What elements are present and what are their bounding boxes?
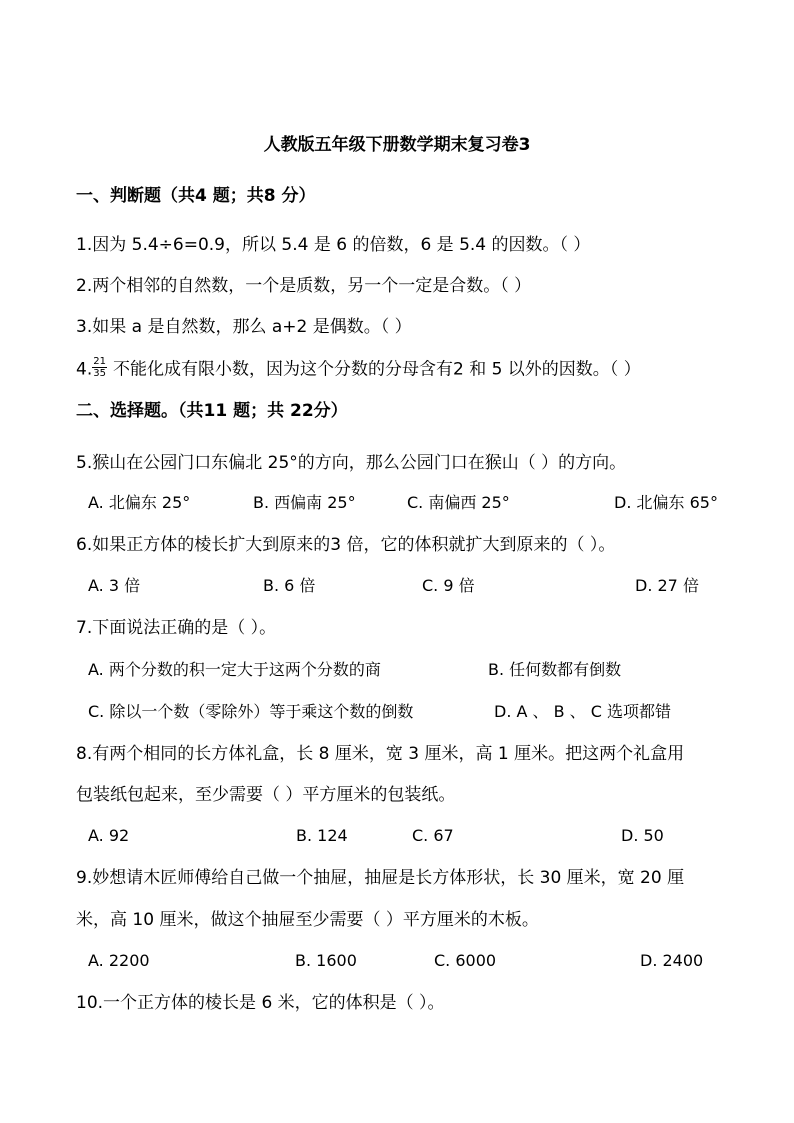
q8-option-d[interactable]: D. 50 [621, 826, 664, 845]
q9-option-d[interactable]: D. 2400 [640, 951, 704, 970]
q8-option-a[interactable]: A. 92 [88, 826, 130, 845]
section-heading-choice: 二、选择题。（共11 题；共 22分） [76, 401, 348, 421]
question-4-prefix: 4. [76, 359, 93, 380]
fraction-numerator: 21 [93, 356, 106, 367]
fraction-denominator: 35 [93, 368, 106, 379]
question-1: 1.因为 5.4÷6=0.9，所以 5.4 是 6 的倍数，6 是 5.4 的因数。（ ） [76, 235, 591, 255]
question-8-line-2: 包装纸包起来，至少需要（ ）平方厘米的包装纸。 [76, 785, 456, 805]
fraction [92, 356, 107, 379]
q9-option-c[interactable]: C. 6000 [434, 951, 497, 970]
q5-option-b[interactable]: B. 西偏南 25° [253, 493, 356, 512]
q6-option-a[interactable]: A. 3 倍 [88, 576, 141, 595]
question-9-line-1: 9.妙想请木匠师傅给自己做一个抽屉，抽屉是长方体形状，长 30 厘米，宽 20 厘 [76, 868, 685, 888]
q6-option-c[interactable]: C. 9 倍 [422, 576, 475, 595]
q7-option-c[interactable]: C. 除以一个数（零除外）等于乘这个数的倒数 [88, 702, 414, 721]
q8-option-c[interactable]: C. 67 [412, 826, 454, 845]
question-5: 5.猴山在公园门口东偏北 25°的方向，那么公园门口在猴山（ ）的方向。 [76, 453, 627, 473]
q7-option-d[interactable]: D. A 、 B 、 C 选项都错 [494, 702, 672, 721]
q7-option-b[interactable]: B. 任何数都有倒数 [488, 660, 622, 679]
q5-option-a[interactable]: A. 北偏东 25° [88, 493, 191, 512]
q5-option-d[interactable]: D. 北偏东 65° [614, 493, 718, 512]
question-6: 6.如果正方体的棱长扩大到原来的3 倍，它的体积就扩大到原来的（ ）。 [76, 535, 616, 555]
q6-option-d[interactable]: D. 27 倍 [635, 576, 699, 595]
page-title: 人教版五年级下册数学期末复习卷3 [263, 135, 531, 155]
q7-option-a[interactable]: A. 两个分数的积一定大于这两个分数的商 [88, 660, 381, 679]
question-3: 3.如果 a 是自然数，那么 a+2 是偶数。（ ） [76, 317, 412, 337]
q9-option-b[interactable]: B. 1600 [295, 951, 357, 970]
question-10: 10.一个正方体的棱长是 6 米，它的体积是（ ）。 [76, 993, 445, 1013]
question-8-line-1: 8.有两个相同的长方体礼盒，长 8 厘米，宽 3 厘米，高 1 厘米。把这两个礼盒用 [76, 744, 685, 764]
section-heading-judgment: 一、判断题（共4 题；共8 分） [76, 186, 316, 206]
question-9-line-2: 米，高 10 厘米，做这个抽屉至少需要（ ）平方厘米的木板。 [76, 910, 539, 930]
question-2: 2.两个相邻的自然数，一个是质数，另一个一定是合数。（ ） [76, 276, 532, 296]
question-4 [76, 358, 641, 381]
q8-option-b[interactable]: B. 124 [296, 826, 348, 845]
q6-option-b[interactable]: B. 6 倍 [263, 576, 316, 595]
q9-option-a[interactable]: A. 2200 [88, 951, 150, 970]
question-4-text: 不能化成有限小数，因为这个分数的分母含有2 和 5 以外的因数。（ ） [112, 359, 641, 380]
q5-option-c[interactable]: C. 南偏西 25° [407, 493, 510, 512]
question-7: 7.下面说法正确的是（ ）。 [76, 618, 277, 638]
